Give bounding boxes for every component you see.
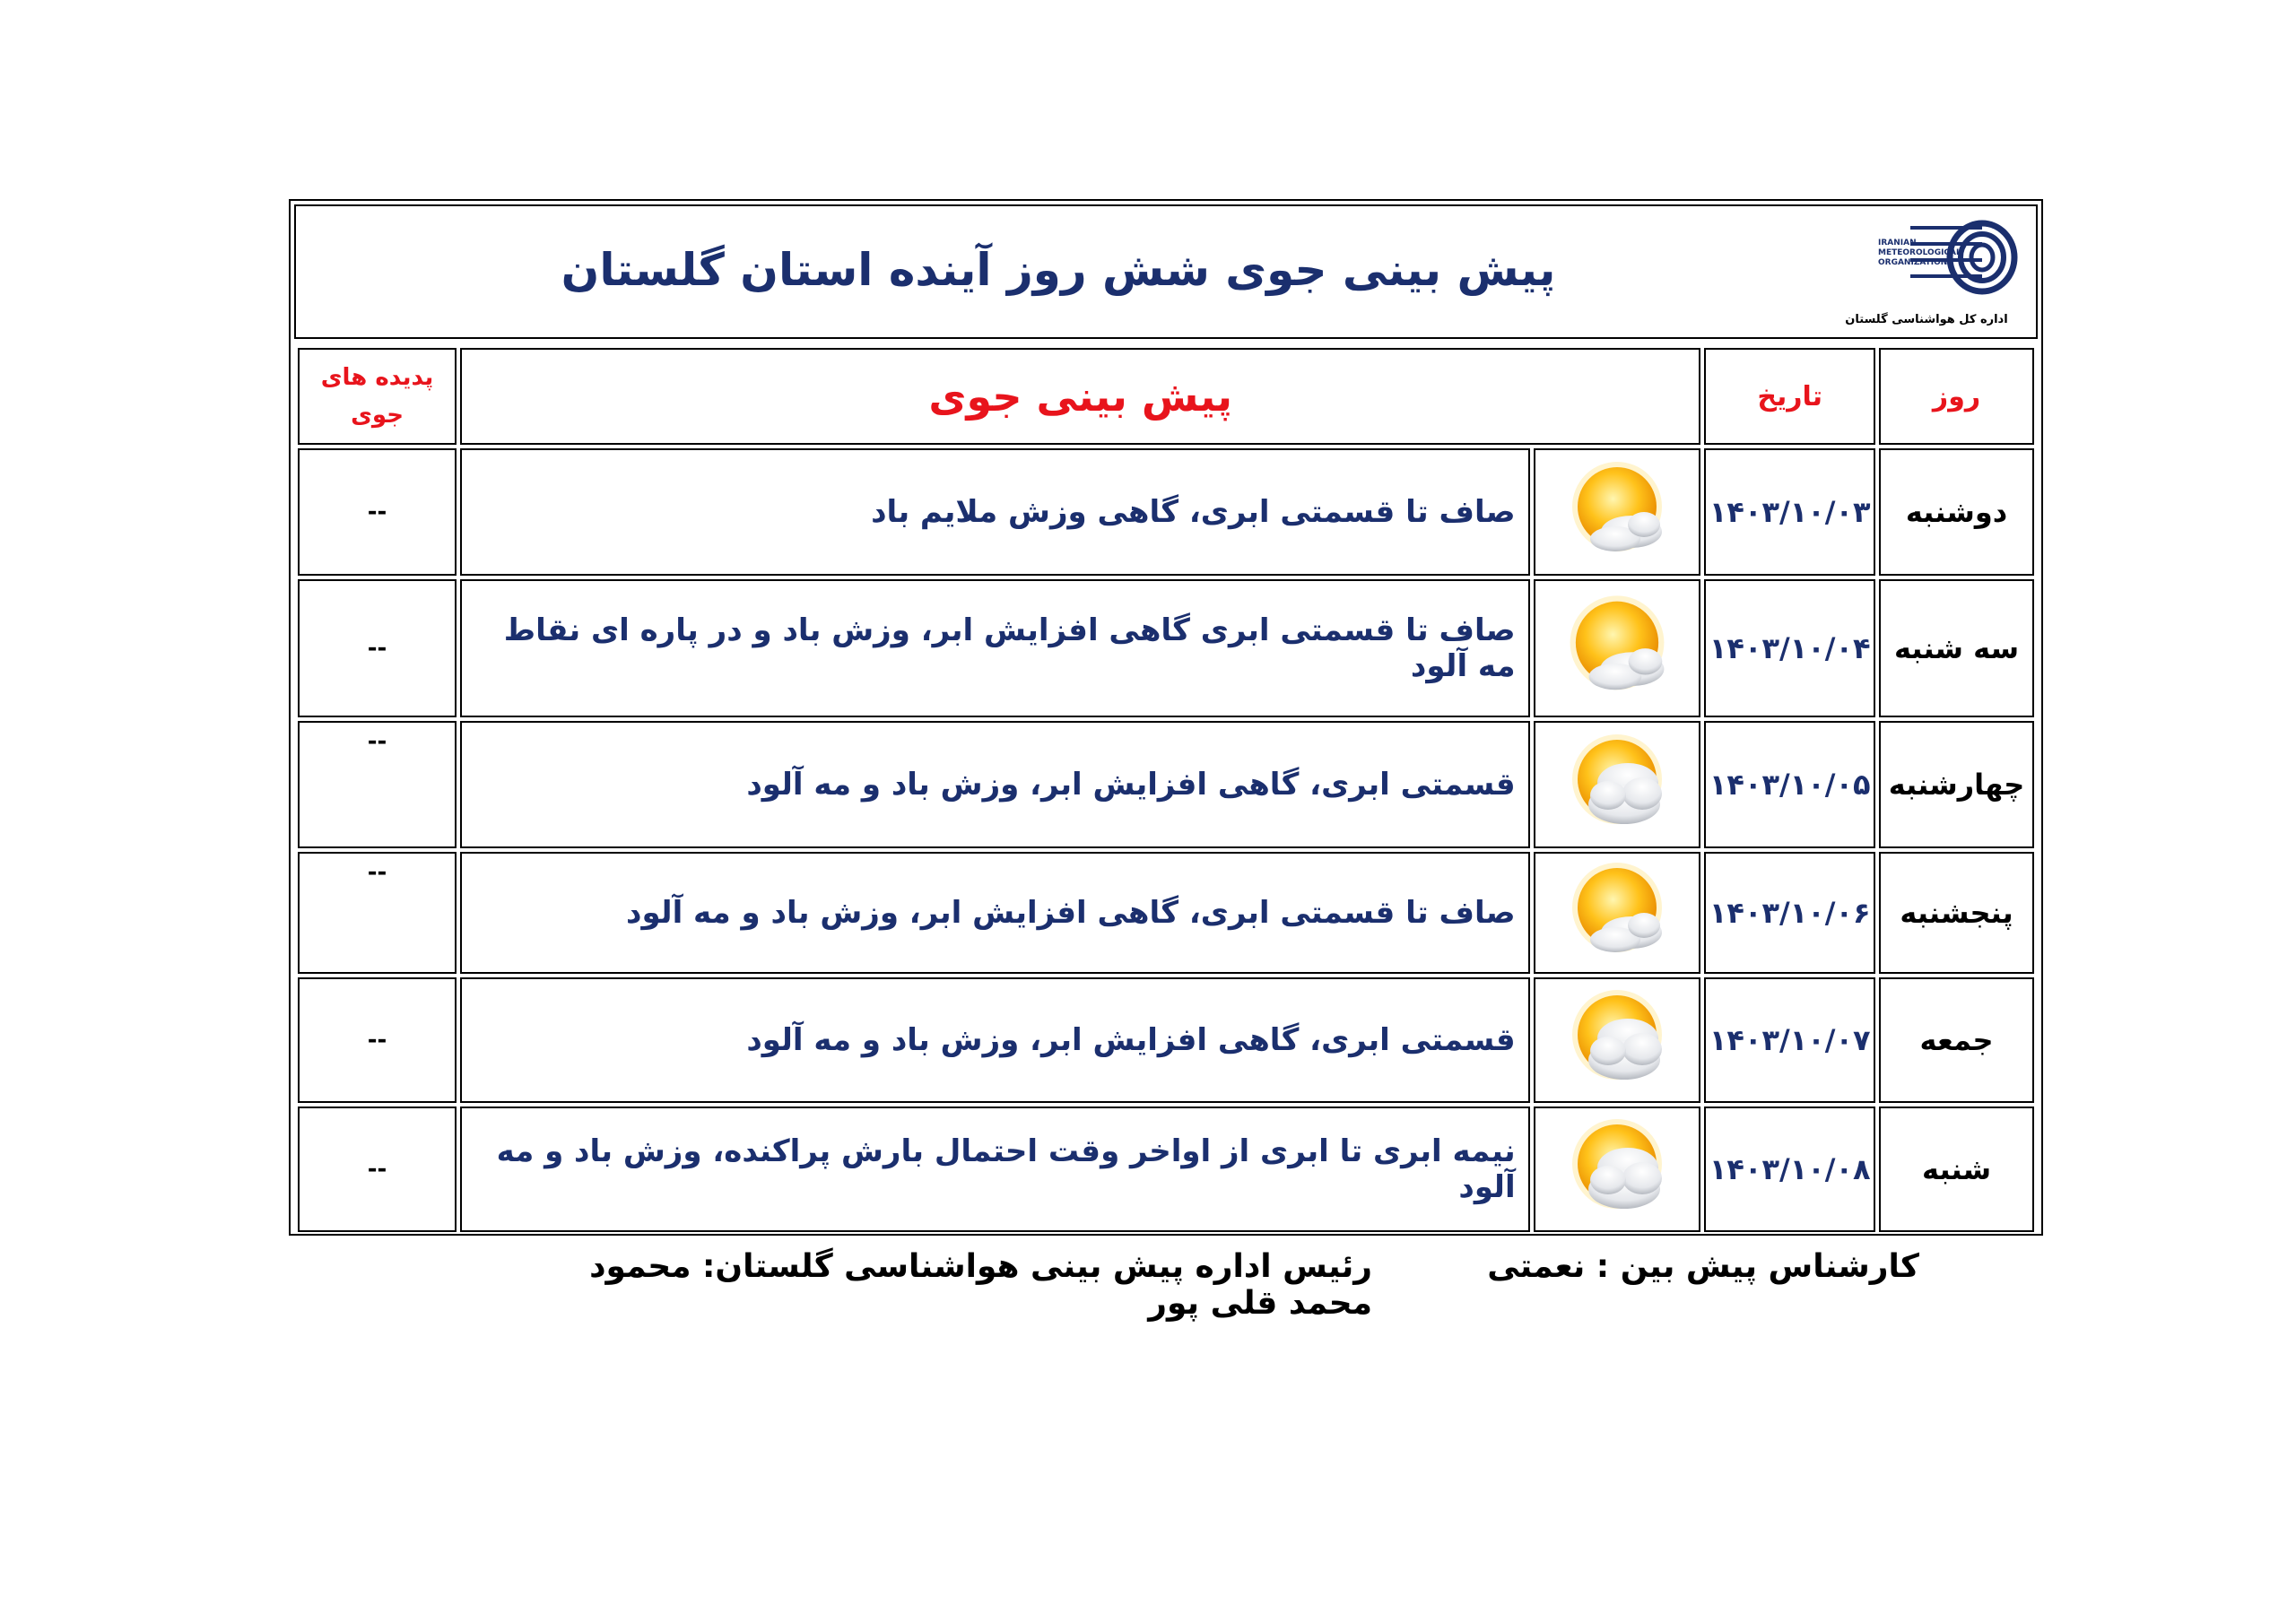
- column-header-phenomena-line1: پدیده های: [320, 364, 434, 391]
- partly-cloudy-sun-icon: [1559, 588, 1675, 705]
- table-row: [298, 852, 2034, 974]
- cloudy-sun-icon: [1561, 1112, 1673, 1223]
- column-header-day: روز: [1879, 348, 2034, 445]
- head-signature: رئیس اداره پیش بینی هواشناسی گلستان: محمود محمد قلی پور: [589, 1248, 1372, 1322]
- column-header-forecast: پیش بینی جوی: [460, 348, 1700, 445]
- table-row: [298, 721, 2034, 848]
- icon-cell: [1534, 852, 1701, 974]
- cloudy-sun-icon: [1561, 983, 1673, 1094]
- header-box: [294, 204, 2038, 339]
- icon-cell: [1534, 977, 1701, 1103]
- icon-cell: [1534, 579, 1701, 717]
- day-cell: سه شنبه: [1879, 579, 2034, 717]
- icon-cell: [1534, 1107, 1701, 1232]
- phenomena-cell: --: [298, 852, 457, 974]
- forecast-cell: قسمتی ابری، گاهی افزایش ابر، وزش باد و مه آلود: [460, 721, 1530, 848]
- table-row: [298, 448, 2034, 576]
- day-cell: شنبه: [1879, 1107, 2034, 1232]
- date-cell: ۱۴۰۳/۱۰/۰۸: [1704, 1107, 1875, 1232]
- day-cell: چهارشنبه: [1879, 721, 2034, 848]
- forecast-table: [294, 344, 2038, 1236]
- page-title: پیش بینی جوی شش روز آینده استان گلستان: [561, 244, 1556, 296]
- icon-cell: [1534, 721, 1701, 848]
- table-row: [298, 1107, 2034, 1232]
- meteorological-organization-logo: [1830, 219, 2023, 326]
- day-cell: جمعه: [1879, 977, 2034, 1103]
- date-cell: ۱۴۰۳/۱۰/۰۴: [1704, 579, 1875, 717]
- date-cell: ۱۴۰۳/۱۰/۰۳: [1704, 448, 1875, 576]
- icon-cell: [1534, 448, 1701, 576]
- logo-english-text: IRANIAN METEOROLOGICAL ORGANIZATION: [1878, 239, 1961, 267]
- cloudy-sun-icon: [1561, 727, 1673, 838]
- date-cell: ۱۴۰۳/۱۰/۰۷: [1704, 977, 1875, 1103]
- partly-cloudy-sun-icon: [1561, 855, 1673, 967]
- date-cell: ۱۴۰۳/۱۰/۰۵: [1704, 721, 1875, 848]
- logo-caption: اداره کل هواشناسی گلستان: [1845, 313, 2008, 326]
- forecast-cell: صاف تا قسمتی ابری گاهی افزایش ابر، وزش باد و در پاره ای نقاط مه آلود: [460, 579, 1530, 717]
- phenomena-cell: --: [298, 448, 457, 576]
- day-cell: دوشنبه: [1879, 448, 2034, 576]
- date-cell: ۱۴۰۳/۱۰/۰۶: [1704, 852, 1875, 974]
- table-row: [298, 977, 2034, 1103]
- forecast-cell: نیمه ابری تا ابری از اواخر وقت احتمال بارش پراکنده، وزش باد و مه آلود: [460, 1107, 1530, 1232]
- partly-cloudy-sun-icon: [1561, 455, 1673, 566]
- phenomena-cell: --: [298, 579, 457, 717]
- table-row: [298, 579, 2034, 717]
- phenomena-cell: --: [298, 721, 457, 848]
- forecast-cell: قسمتی ابری، گاهی افزایش ابر، وزش باد و مه آلود: [460, 977, 1530, 1103]
- phenomena-cell: --: [298, 977, 457, 1103]
- forecaster-signature: کارشناس پیش بین : نعمتی: [1487, 1248, 1919, 1285]
- forecast-sheet: [289, 199, 2043, 1236]
- phenomena-cell: --: [298, 1107, 457, 1232]
- forecast-cell: صاف تا قسمتی ابری، گاهی افزایش ابر، وزش باد و مه آلود: [460, 852, 1530, 974]
- table-header-row: [298, 348, 2034, 445]
- forecast-cell: صاف تا قسمتی ابری، گاهی وزش ملایم باد: [460, 448, 1530, 576]
- column-header-phenomena: [298, 348, 457, 445]
- day-cell: پنجشنبه: [1879, 852, 2034, 974]
- column-header-date: تاریخ: [1704, 348, 1875, 445]
- column-header-phenomena-line2: جوی: [351, 402, 404, 429]
